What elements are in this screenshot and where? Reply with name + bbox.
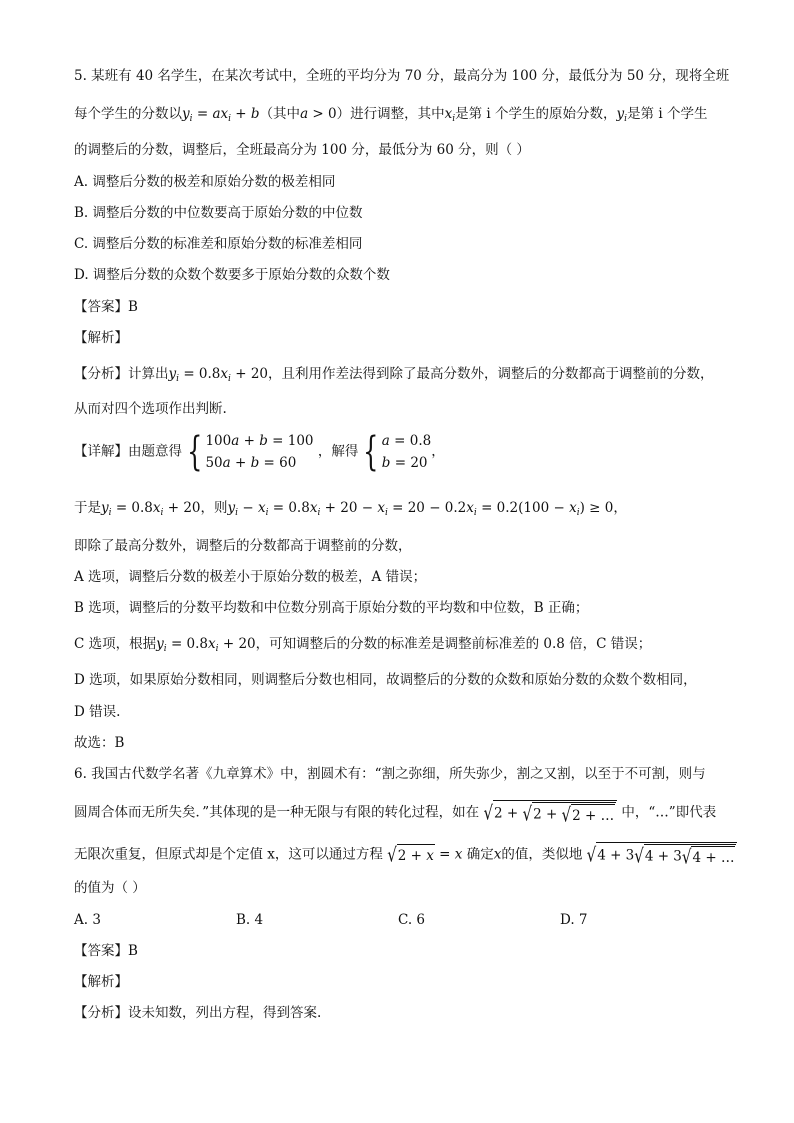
q5-analysis-line1: 【分析】计算出$y_i = 0.8x_i + 20$，且利用作差法得到除了最高分数外，调整后的分数都高于调整前的分数，: [74, 366, 714, 384]
q6-option-a: A. 3: [74, 912, 101, 928]
q6-analysis-line: 【分析】设未知数，列出方程，得到答案.: [74, 1005, 322, 1021]
q5-detail-a: A 选项，调整后分数的极差小于原始分数的极差，A 错误；: [74, 569, 427, 585]
q5-option-b: B. 调整后分数的中位数要高于原始分数的中位数: [74, 205, 363, 221]
q5-option-a: A. 调整后分数的极差和原始分数的极差相同: [74, 174, 336, 190]
q6-options: [74, 910, 722, 930]
q5-detail-d2: D 错误.: [74, 704, 121, 720]
q6-option-d: D. 7: [560, 912, 588, 928]
q5-detail-system: 【详解】由题意得 { 100a + b = 100 50a + b = 60 ，解得 { a = 0.8 b = 20，: [74, 429, 445, 475]
q6-stem-line3: 无限次重复，但原式却是个定值 x，这可以通过方程 √2 + x = x 确定x的值，类似地 √4 + 3√4 + 3√4 + …: [74, 842, 737, 868]
q5-option-d: D. 调整后分数的众数个数要多于原始分数的众数个数: [74, 267, 390, 283]
q5-analysis-line2: 从而对四个选项作出判断.: [74, 401, 227, 417]
q6-answer: 【答案】B: [74, 943, 138, 959]
q6-stem-line1: 6. 我国古代数学名著《九章算术》中，割圆术有：“割之弥细，所失弥少，割之又割，以至于不可割，则与: [74, 766, 706, 782]
q6-stem-line4: 的值为（ ）: [74, 880, 146, 896]
q5-stem-line2: 每个学生的分数以$y_i = ax_i + b$（其中a > 0）进行调整，其中$x_i$是第 i 个学生的原始分数，$y_i$是第 i 个学生: [74, 106, 708, 124]
q5-option-c: C. 调整后分数的标准差和原始分数的标准差相同: [74, 236, 363, 252]
q6-option-c: C. 6: [398, 912, 426, 928]
q5-stem-line3: 的调整后的分数，调整后，全班最高分为 100 分，最低分为 60 分，则（ ）: [74, 142, 530, 158]
q6-stem-line2: 圆周合体而无所失矣．”其体现的是一种无限与有限的转化过程，如在 √2 + √2 + √2 + … 中，“…”即代表: [74, 801, 717, 827]
q5-detail-b: B 选项，调整后的分数平均数和中位数分别高于原始分数的平均数和中位数，B 正确；: [74, 600, 589, 616]
q5-detail-derivation: 于是$y_i = 0.8x_i + 20$，则$y_i - x_i = 0.8x_i + 20 - x_i = 20 - 0.2x_i = 0.2(100 - x_i) \ge 0$，: [74, 500, 627, 518]
q5-analysis-heading: 【解析】: [74, 330, 128, 346]
q5-detail-line: 即除了最高分数外，调整后的分数都高于调整前的分数，: [74, 538, 412, 554]
q5-answer: 【答案】B: [74, 299, 138, 315]
q6-option-b: B. 4: [236, 912, 264, 928]
q5-detail-d: D 选项，如果原始分数相同，则调整后分数也相同，故调整后的分数的众数和原始分数的众数个数相同，: [74, 672, 697, 688]
q5-detail-c: C 选项，根据$y_i = 0.8x_i + 20$，可知调整后的分数的标准差是调整前标准差的 0.8 倍，C 错误；: [74, 636, 652, 654]
q5-conclusion: 故选：B: [74, 735, 125, 751]
q6-analysis-heading: 【解析】: [74, 974, 128, 990]
q5-stem-line1: 5. 某班有 40 名学生，在某次考试中，全班的平均分为 70 分，最高分为 100 分，最低分为 50 分，现将全班: [74, 68, 730, 84]
